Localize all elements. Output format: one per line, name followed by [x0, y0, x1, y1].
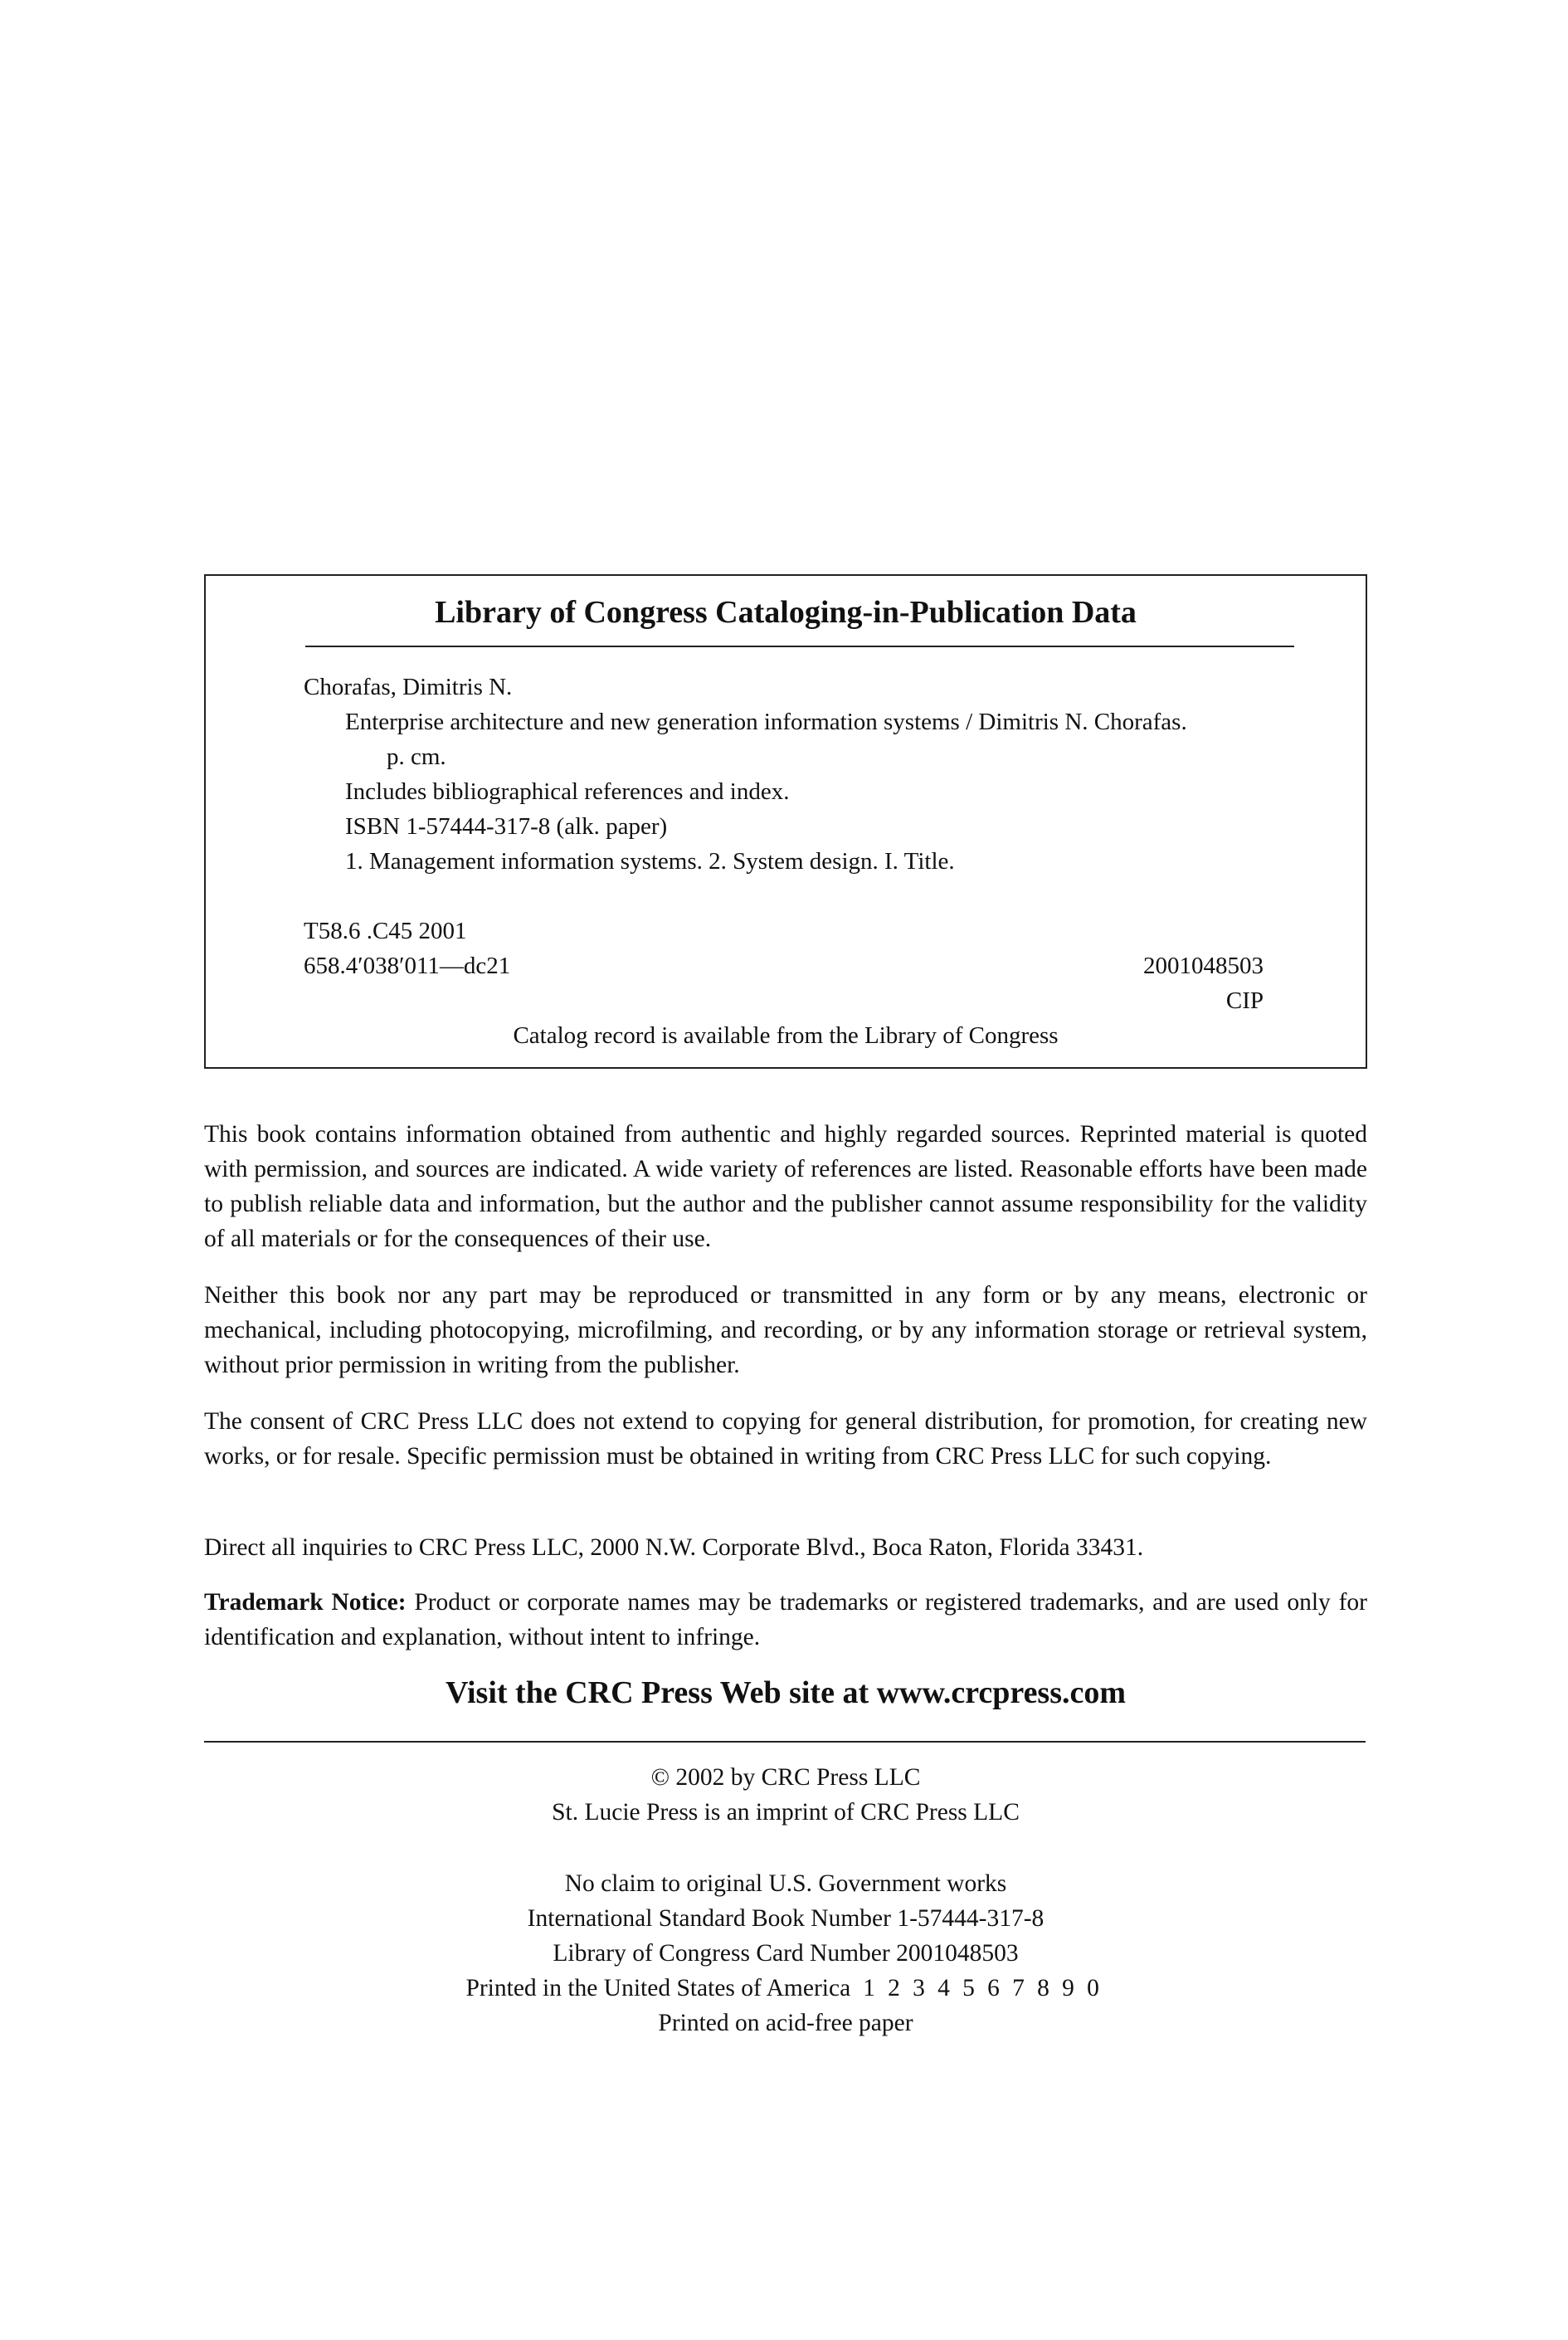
- cip-dewey: 658.4′038′011—dc21: [304, 953, 511, 979]
- copyright-line: © 2002 by CRC Press LLC: [650, 1764, 921, 1791]
- printing-number: 8: [1037, 1975, 1049, 2001]
- paragraph-reproduction: Neither this book nor any part may be reproduced or transmitted in any form or by any means, electronic or mechanical, including photocopying, microfilming, and recording, or by any information storage or retrieval system, without prior permission in writing from the publisher.: [204, 1282, 1367, 1378]
- cip-title-statement: Enterprise architecture and new generation information systems / Dimitris N. Chorafas.: [345, 709, 1187, 735]
- visit-website-heading: Visit the CRC Press Web site at www.crcpress.com: [445, 1675, 1127, 1710]
- isbn-line: International Standard Book Number 1-57444-317-8: [527, 1905, 1045, 1932]
- cip-notes: Includes bibliographical references and index.: [345, 778, 790, 805]
- printing-number: 4: [937, 1975, 950, 2001]
- cip-lccn: 2001048503: [1143, 953, 1264, 979]
- cip-data-box: [204, 574, 1367, 1069]
- printed-in-label: Printed in the United States of America: [465, 1975, 851, 2001]
- government-works-line: No claim to original U.S. Government works: [564, 1870, 1007, 1897]
- visit-rule: [204, 1741, 1366, 1743]
- cip-subjects: 1. Management information systems. 2. System design. I. Title.: [345, 848, 955, 875]
- acid-free-line: Printed on acid-free paper: [658, 2010, 913, 2036]
- paragraph-consent: The consent of CRC Press LLC does not extend to copying for general distribution, for promotion, for creating new works, or for resale. Specific permission must be obtained in writing from CRC Press LLC for such copying.: [204, 1408, 1367, 1470]
- cip-pages: p. cm.: [387, 743, 446, 770]
- printing-number: 6: [987, 1975, 1000, 2001]
- card-number-line: Library of Congress Card Number 2001048503: [553, 1940, 1019, 1967]
- cip-label: CIP: [1225, 987, 1264, 1014]
- paragraph-inquiries: Direct all inquiries to CRC Press LLC, 2000 N.W. Corporate Blvd., Boca Raton, Florida 33431.: [204, 1534, 1144, 1561]
- cip-lc-class: T58.6 .C45 2001: [304, 918, 467, 944]
- imprint-line: St. Lucie Press is an imprint of CRC Press LLC: [552, 1799, 1020, 1826]
- cip-availability: Catalog record is available from the Library of Congress: [513, 1022, 1059, 1049]
- printing-number: 1: [863, 1975, 875, 2001]
- trademark-text: Product or corporate names may be trademarks or registered trademarks, and are used only for identification and explanation, without intent to infringe.: [204, 1589, 1367, 1650]
- printing-number: 2: [888, 1975, 900, 2001]
- trademark-label: Trademark Notice:: [204, 1589, 407, 1616]
- printing-number: 3: [913, 1975, 925, 2001]
- printing-number: 9: [1062, 1975, 1074, 2001]
- paragraph-trademark: [204, 1585, 1367, 1655]
- printing-number: 0: [1087, 1975, 1099, 2001]
- cip-heading: Library of Congress Cataloging-in-Publication Data: [435, 595, 1137, 630]
- printed-in-line: [204, 1972, 1367, 2005]
- printing-number: 5: [962, 1975, 975, 2001]
- printing-number: 7: [1012, 1975, 1025, 2001]
- cip-isbn: ISBN 1-57444-317-8 (alk. paper): [345, 813, 668, 840]
- cip-heading-rule: [305, 646, 1294, 647]
- printing-numbers: [857, 1975, 1106, 2001]
- cip-author: Chorafas, Dimitris N.: [304, 674, 513, 700]
- paragraph-sources: This book contains information obtained from authentic and highly regarded sources. Reprinted material is quoted with permission, and sources are indicated. A wide variety of references are listed. Reasonable efforts have been made to publish reliable data and information, but the author and the publisher cannot assume responsibility for the validity of all materials or for the consequences of their use.: [204, 1121, 1367, 1252]
